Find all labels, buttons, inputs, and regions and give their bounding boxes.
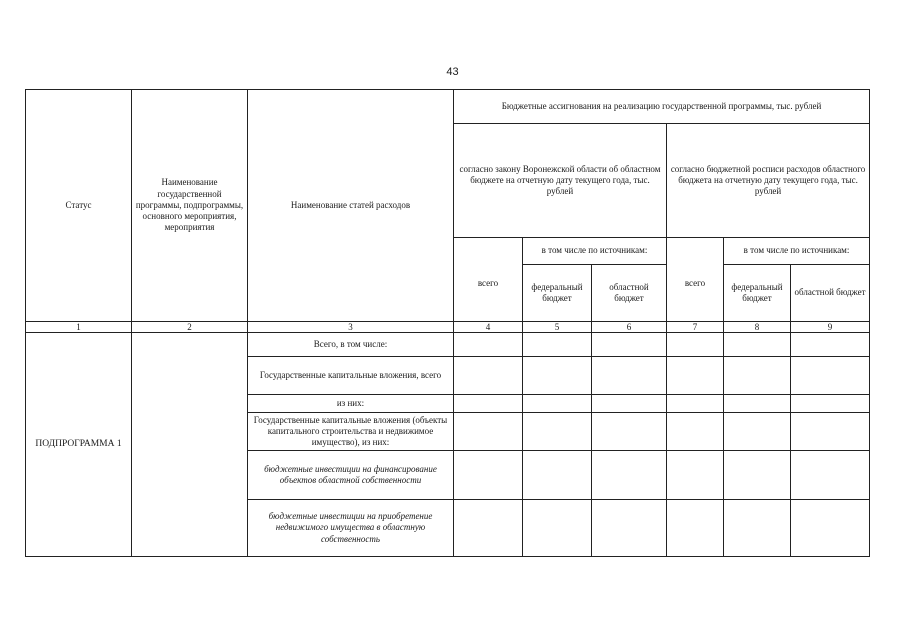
value-cell (523, 413, 592, 451)
value-cell (667, 451, 724, 500)
column-number: 5 (523, 322, 592, 333)
expense-item: бюджетные инвестиции на финансирование объектов областной собственности (248, 451, 454, 500)
header-status: Статус (26, 90, 132, 322)
header-by-schedule: согласно бюджетной росписи расходов областного бюджета на отчетную дату текущего года, тыс. рублей (667, 124, 870, 238)
value-cell (454, 395, 523, 413)
value-cell (724, 357, 791, 395)
value-cell (592, 333, 667, 357)
header-law-regional: областной бюджет (592, 265, 667, 322)
header-schedule-by-sources: в том числе по источникам: (724, 238, 870, 265)
value-cell (667, 500, 724, 557)
expense-item: Государственные капитальные вложения (объекты капитального строительства и недвижимое имущество), из них: (248, 413, 454, 451)
value-cell (592, 357, 667, 395)
value-cell (523, 500, 592, 557)
value-cell (724, 451, 791, 500)
value-cell (592, 451, 667, 500)
header-schedule-regional: областной бюджет (791, 265, 870, 322)
subprogram-name-cell (132, 333, 248, 557)
value-cell (454, 500, 523, 557)
page-number: 43 (446, 66, 459, 78)
value-cell (523, 451, 592, 500)
value-cell (724, 413, 791, 451)
header-by-law: согласно закону Воронежской области об областном бюджете на отчетную дату текущего года, тыс. рублей (454, 124, 667, 238)
value-cell (523, 333, 592, 357)
expense-item: Государственные капитальные вложения, всего (248, 357, 454, 395)
value-cell (592, 500, 667, 557)
value-cell (791, 451, 870, 500)
column-number: 9 (791, 322, 870, 333)
header-name: Наименование государственной программы, подпрограммы, основного мероприятия, мероприятия (132, 90, 248, 322)
value-cell (523, 395, 592, 413)
column-number: 6 (592, 322, 667, 333)
value-cell (724, 395, 791, 413)
expense-item: бюджетные инвестиции на приобретение недвижимого имущества в областную собственность (248, 500, 454, 557)
value-cell (667, 413, 724, 451)
header-schedule-federal: федеральный бюджет (724, 265, 791, 322)
header-law-total: всего (454, 238, 523, 322)
value-cell (592, 395, 667, 413)
value-cell (791, 333, 870, 357)
value-cell (791, 357, 870, 395)
header-law-federal: федеральный бюджет (523, 265, 592, 322)
column-number: 7 (667, 322, 724, 333)
subprogram-status: ПОДПРОГРАММА 1 (26, 333, 132, 557)
value-cell (791, 413, 870, 451)
expense-item: Всего, в том числе: (248, 333, 454, 357)
header-law-by-sources: в том числе по источникам: (523, 238, 667, 265)
value-cell (454, 357, 523, 395)
budget-table (25, 89, 870, 557)
value-cell (667, 357, 724, 395)
column-number: 2 (132, 322, 248, 333)
value-cell (454, 333, 523, 357)
value-cell (454, 413, 523, 451)
column-number: 3 (248, 322, 454, 333)
value-cell (791, 395, 870, 413)
column-number: 1 (26, 322, 132, 333)
value-cell (667, 333, 724, 357)
expense-item: из них: (248, 395, 454, 413)
value-cell (791, 500, 870, 557)
value-cell (667, 395, 724, 413)
value-cell (724, 333, 791, 357)
value-cell (592, 413, 667, 451)
table-row (26, 333, 870, 357)
header-schedule-total: всего (667, 238, 724, 322)
header-expense-items: Наименование статей расходов (248, 90, 454, 322)
value-cell (724, 500, 791, 557)
column-number: 8 (724, 322, 791, 333)
header-budget-allocations: Бюджетные ассигнования на реализацию государственной программы, тыс. рублей (454, 90, 870, 124)
value-cell (523, 357, 592, 395)
value-cell (454, 451, 523, 500)
column-number: 4 (454, 322, 523, 333)
